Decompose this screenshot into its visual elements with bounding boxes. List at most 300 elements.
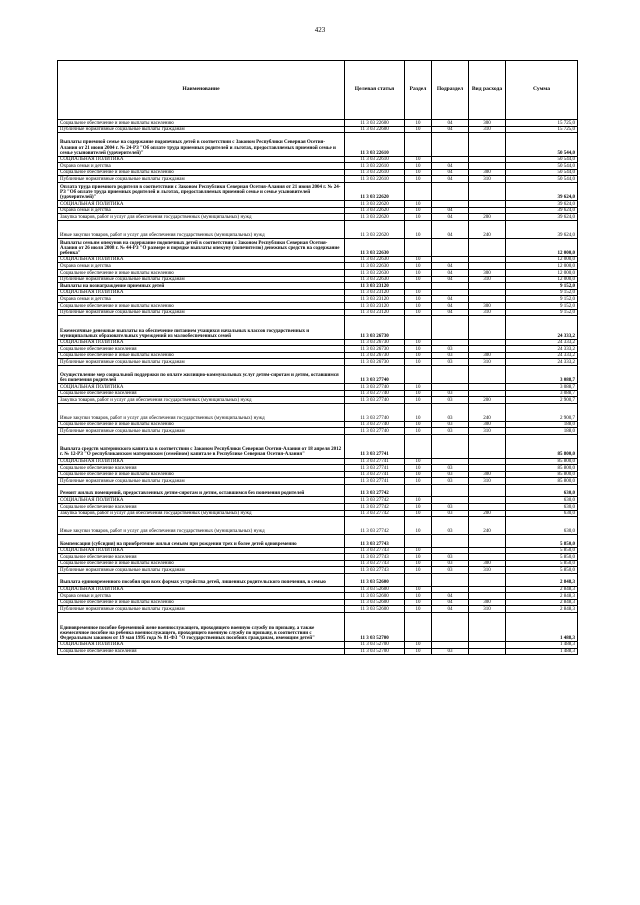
cell-name: Закупка товаров, работ и услуг для обеспечения государственных (муниципальных) нужд [58, 214, 345, 221]
cell-code: 11 3 03 22600 [345, 126, 405, 133]
cell-subsection [432, 574, 469, 587]
table-row [58, 133, 578, 157]
cell-name: Социальное обеспечение и иные выплаты населению [58, 471, 345, 478]
cell-subsection: 03 [432, 352, 469, 359]
cell-code: 11 3 03 22610 [345, 133, 405, 157]
cell-sum: 630,0 [506, 510, 578, 517]
cell-subsection: 04 [432, 263, 469, 270]
cell-name: Закупка товаров, работ и услуг для обеспечения государственных (муниципальных) нужд [58, 397, 345, 404]
cell-code: 11 3 03 26730 [345, 359, 405, 366]
cell-sum: 50 544,0 [506, 156, 578, 163]
cell-expense-type [469, 207, 506, 214]
cell-subsection [432, 547, 469, 554]
table-row [58, 517, 578, 535]
cell-code: 11 3 03 22610 [345, 176, 405, 183]
table-row [58, 421, 578, 428]
cell-section: 10 [405, 504, 432, 511]
cell-section: 10 [405, 263, 432, 270]
cell-subsection: 03 [432, 478, 469, 485]
table-row [58, 263, 578, 270]
cell-name: Публичные нормативные социальные выплаты гражданам [58, 478, 345, 485]
cell-subsection: 04 [432, 599, 469, 606]
table-row [58, 510, 578, 517]
cell-sum: 15 725,0 [506, 120, 578, 127]
cell-name: Публичные нормативные социальные выплаты гражданам [58, 309, 345, 316]
cell-expense-type [469, 346, 506, 353]
table-row [58, 296, 578, 303]
cell-expense-type [469, 201, 506, 208]
table-row [58, 397, 578, 404]
table-row [58, 465, 578, 472]
cell-subsection: 04 [432, 303, 469, 310]
cell-subsection: 04 [432, 276, 469, 283]
cell-expense-type: 300 [469, 169, 506, 176]
table-row [58, 403, 578, 421]
cell-code: 11 3 03 26730 [345, 352, 405, 359]
cell-subsection: 03 [432, 560, 469, 567]
cell-expense-type [469, 497, 506, 504]
cell-section [405, 238, 432, 256]
table-row [58, 256, 578, 263]
header-sum: Сумма [506, 61, 578, 120]
table-row [58, 346, 578, 353]
cell-expense-type: 310 [469, 478, 506, 485]
table-row [58, 303, 578, 310]
cell-code: 11 3 03 52600 [345, 586, 405, 593]
table-row [58, 207, 578, 214]
table-body [58, 120, 578, 655]
cell-code: 11 3 03 22630 [345, 263, 405, 270]
cell-subsection [432, 458, 469, 465]
cell-expense-type [469, 366, 506, 384]
cell-name: Ежемесячные денежные выплаты на обеспечение питанием учащихся начальных классов государственных и муниципальных образовательных учреждений из малообеспеченных семей [58, 316, 345, 340]
cell-sum: 24 333,2 [506, 316, 578, 340]
cell-subsection [432, 289, 469, 296]
table-row [58, 214, 578, 221]
cell-expense-type: 310 [469, 309, 506, 316]
cell-sum: 2 848,3 [506, 593, 578, 600]
cell-name: Охрана семьи и детства [58, 593, 345, 600]
cell-sum: 24 333,2 [506, 359, 578, 366]
cell-sum: 39 624,0 [506, 183, 578, 201]
cell-subsection: 03 [432, 403, 469, 421]
cell-section: 10 [405, 120, 432, 127]
cell-subsection: 04 [432, 176, 469, 183]
cell-section: 10 [405, 296, 432, 303]
cell-sum: 24 333,2 [506, 346, 578, 353]
cell-name: СОЦИАЛЬНАЯ ПОЛИТИКА [58, 156, 345, 163]
table-row [58, 283, 578, 290]
cell-expense-type: 310 [469, 126, 506, 133]
cell-section: 10 [405, 201, 432, 208]
cell-expense-type: 300 [469, 270, 506, 277]
cell-section: 10 [405, 276, 432, 283]
cell-sum: 3 088,7 [506, 366, 578, 384]
cell-expense-type: 240 [469, 517, 506, 535]
cell-name: СОЦИАЛЬНАЯ ПОЛИТИКА [58, 339, 345, 346]
table-row [58, 352, 578, 359]
cell-expense-type [469, 316, 506, 340]
header-code: Целевая статья [345, 61, 405, 120]
cell-section: 10 [405, 547, 432, 554]
cell-sum: 2 900,7 [506, 403, 578, 421]
cell-name: Публичные нормативные социальные выплаты гражданам [58, 567, 345, 574]
cell-expense-type [469, 574, 506, 587]
cell-sum: 630,0 [506, 484, 578, 497]
cell-subsection [432, 183, 469, 201]
cell-code: 11 3 03 22620 [345, 214, 405, 221]
cell-name: СОЦИАЛЬНАЯ ПОЛИТИКА [58, 384, 345, 391]
cell-expense-type [469, 435, 506, 459]
cell-name: СОЦИАЛЬНАЯ ПОЛИТИКА [58, 641, 345, 648]
cell-name: СОЦИАЛЬНАЯ ПОЛИТИКА [58, 547, 345, 554]
cell-sum: 39 624,0 [506, 214, 578, 221]
cell-section [405, 133, 432, 157]
cell-expense-type [469, 535, 506, 548]
cell-code: 11 3 03 27742 [345, 497, 405, 504]
cell-expense-type [469, 554, 506, 561]
cell-sum: 5 850,0 [506, 554, 578, 561]
cell-name: Единовременное пособие беременной жене военнослужащего, проходящего военную службу по призыву, а также ежемесячное пособие на ребенка военнослужащего, проходящего военную службу по призыву, в соответствии с Федеральным законом от 19 мая 1995 года № 81-ФЗ "О государственных пособиях гражданам, имеющим детей" [58, 612, 345, 641]
cell-subsection: 04 [432, 120, 469, 127]
cell-sum: 1 488,3 [506, 612, 578, 641]
cell-name: Публичные нормативные социальные выплаты гражданам [58, 606, 345, 613]
cell-section: 10 [405, 606, 432, 613]
cell-code: 11 3 03 27740 [345, 403, 405, 421]
cell-name: Социальное обеспечение населения [58, 390, 345, 397]
cell-code: 11 3 03 23120 [345, 309, 405, 316]
cell-section: 10 [405, 428, 432, 435]
cell-name: Иные закупки товаров, работ и услуг для обеспечения государственных (муниципальных) нужд [58, 517, 345, 535]
cell-section: 10 [405, 346, 432, 353]
cell-section: 10 [405, 289, 432, 296]
cell-sum: 9 152,0 [506, 296, 578, 303]
cell-name: Выплата средств материнского капитала в соответствии с Законом Республики Северная Осетия-Алания от 18 апреля 2012 г. № 12-РЗ "О республиканском материнском (семейном) капитале в Республике Северная Осетия-Алания" [58, 435, 345, 459]
table-row [58, 120, 578, 127]
cell-section: 10 [405, 303, 432, 310]
cell-name: СОЦИАЛЬНАЯ ПОЛИТИКА [58, 289, 345, 296]
cell-section: 10 [405, 510, 432, 517]
cell-expense-type: 310 [469, 359, 506, 366]
cell-name: СОЦИАЛЬНАЯ ПОЛИТИКА [58, 497, 345, 504]
cell-sum: 2 848,3 [506, 606, 578, 613]
cell-subsection: 03 [432, 567, 469, 574]
cell-section: 10 [405, 560, 432, 567]
cell-sum: 12 000,0 [506, 276, 578, 283]
cell-section: 10 [405, 648, 432, 655]
table-row [58, 612, 578, 641]
cell-code: 11 3 03 27743 [345, 567, 405, 574]
cell-code: 11 3 03 23120 [345, 303, 405, 310]
cell-subsection [432, 484, 469, 497]
cell-subsection [432, 366, 469, 384]
cell-sum: 24 333,2 [506, 352, 578, 359]
cell-expense-type: 240 [469, 220, 506, 238]
table-row [58, 554, 578, 561]
cell-subsection [432, 238, 469, 256]
cell-subsection: 04 [432, 309, 469, 316]
cell-code: 11 3 03 22630 [345, 256, 405, 263]
cell-expense-type [469, 263, 506, 270]
cell-code: 11 3 03 52600 [345, 599, 405, 606]
cell-expense-type [469, 641, 506, 648]
cell-subsection [432, 339, 469, 346]
table-row [58, 126, 578, 133]
table-row [58, 163, 578, 170]
cell-section [405, 183, 432, 201]
cell-code: 11 3 03 22600 [345, 120, 405, 127]
cell-sum: 1 488,3 [506, 641, 578, 648]
cell-expense-type [469, 586, 506, 593]
table-row [58, 316, 578, 340]
cell-code: 11 3 03 27740 [345, 428, 405, 435]
cell-code: 11 3 03 22630 [345, 270, 405, 277]
cell-subsection [432, 384, 469, 391]
cell-code: 11 3 03 23120 [345, 283, 405, 290]
cell-name: Социальное обеспечение и иные выплаты населению [58, 270, 345, 277]
cell-name: Социальное обеспечение и иные выплаты населению [58, 303, 345, 310]
cell-section: 10 [405, 599, 432, 606]
cell-expense-type: 200 [469, 214, 506, 221]
cell-subsection: 04 [432, 606, 469, 613]
cell-code: 11 3 03 22610 [345, 156, 405, 163]
cell-section [405, 574, 432, 587]
cell-sum: 12 000,0 [506, 256, 578, 263]
cell-section [405, 612, 432, 641]
table-row [58, 359, 578, 366]
cell-name: Выплата единовременного пособия при всех формах устройства детей, лишенных родительского попечения, в семью [58, 574, 345, 587]
cell-sum: 50 544,0 [506, 163, 578, 170]
cell-expense-type [469, 296, 506, 303]
cell-section [405, 484, 432, 497]
table-row [58, 276, 578, 283]
table-row [58, 648, 578, 655]
cell-expense-type [469, 256, 506, 263]
cell-sum: 12 000,0 [506, 238, 578, 256]
cell-sum: 630,0 [506, 517, 578, 535]
cell-expense-type [469, 547, 506, 554]
cell-sum: 85 800,0 [506, 435, 578, 459]
cell-code: 11 3 03 27742 [345, 504, 405, 511]
cell-sum: 1 488,3 [506, 648, 578, 655]
cell-subsection: 04 [432, 296, 469, 303]
cell-name: Социальное обеспечение и иные выплаты населению [58, 169, 345, 176]
cell-code: 11 3 03 27742 [345, 484, 405, 497]
cell-expense-type [469, 612, 506, 641]
cell-name: СОЦИАЛЬНАЯ ПОЛИТИКА [58, 201, 345, 208]
cell-section: 10 [405, 126, 432, 133]
cell-sum: 50 544,0 [506, 169, 578, 176]
cell-code: 11 3 03 27742 [345, 517, 405, 535]
cell-sum: 630,0 [506, 504, 578, 511]
header-section: Раздел [405, 61, 432, 120]
cell-sum: 50 544,0 [506, 176, 578, 183]
cell-subsection: 04 [432, 207, 469, 214]
cell-sum: 3 088,7 [506, 384, 578, 391]
cell-sum: 39 624,0 [506, 220, 578, 238]
table-row [58, 586, 578, 593]
cell-expense-type: 240 [469, 403, 506, 421]
table-row [58, 309, 578, 316]
cell-name: СОЦИАЛЬНАЯ ПОЛИТИКА [58, 256, 345, 263]
cell-name: Социальное обеспечение населения [58, 465, 345, 472]
cell-code: 11 3 03 27741 [345, 478, 405, 485]
cell-name: Социальное обеспечение и иные выплаты населению [58, 560, 345, 567]
cell-section: 10 [405, 220, 432, 238]
cell-name: Осуществление мер социальной поддержки по оплате жилищно-коммунальных услуг детям-сиротам и детям, оставшимся без попечения родителей [58, 366, 345, 384]
cell-expense-type [469, 458, 506, 465]
cell-subsection: 04 [432, 214, 469, 221]
cell-subsection: 03 [432, 346, 469, 353]
cell-section: 10 [405, 403, 432, 421]
cell-expense-type [469, 339, 506, 346]
cell-section: 10 [405, 478, 432, 485]
cell-section: 10 [405, 163, 432, 170]
cell-code: 11 3 03 52700 [345, 648, 405, 655]
cell-code: 11 3 03 27740 [345, 390, 405, 397]
cell-code: 11 3 03 27743 [345, 535, 405, 548]
cell-expense-type [469, 593, 506, 600]
cell-sum: 85 800,0 [506, 465, 578, 472]
budget-table [57, 60, 578, 655]
cell-expense-type [469, 484, 506, 497]
cell-section: 10 [405, 465, 432, 472]
cell-section: 10 [405, 554, 432, 561]
cell-expense-type: 300 [469, 599, 506, 606]
table-row [58, 289, 578, 296]
cell-expense-type [469, 289, 506, 296]
table-row [58, 435, 578, 459]
cell-code: 11 3 03 27740 [345, 397, 405, 404]
cell-sum: 188,0 [506, 421, 578, 428]
cell-section: 10 [405, 458, 432, 465]
cell-section [405, 435, 432, 459]
cell-expense-type: 310 [469, 428, 506, 435]
cell-name: Выплаты на вознаграждение приемных детей [58, 283, 345, 290]
table-row [58, 593, 578, 600]
cell-sum: 630,0 [506, 497, 578, 504]
cell-sum: 12 000,0 [506, 263, 578, 270]
cell-code: 11 3 03 27741 [345, 458, 405, 465]
cell-code: 11 3 03 22630 [345, 276, 405, 283]
table-row [58, 169, 578, 176]
cell-code: 11 3 03 27742 [345, 510, 405, 517]
cell-expense-type: 310 [469, 276, 506, 283]
cell-expense-type: 300 [469, 471, 506, 478]
cell-subsection: 04 [432, 163, 469, 170]
cell-section: 10 [405, 586, 432, 593]
table-row [58, 641, 578, 648]
table-header [58, 61, 578, 120]
cell-sum: 9 152,0 [506, 303, 578, 310]
cell-section [405, 283, 432, 290]
cell-section: 10 [405, 390, 432, 397]
cell-subsection: 03 [432, 359, 469, 366]
cell-code: 11 3 03 22620 [345, 220, 405, 238]
cell-code: 11 3 03 26730 [345, 316, 405, 340]
cell-subsection: 04 [432, 593, 469, 600]
cell-subsection: 04 [432, 220, 469, 238]
cell-code: 11 3 03 52600 [345, 593, 405, 600]
cell-sum: 5 850,0 [506, 547, 578, 554]
cell-subsection: 04 [432, 270, 469, 277]
cell-expense-type: 300 [469, 560, 506, 567]
table-row [58, 339, 578, 346]
cell-section [405, 535, 432, 548]
cell-sum: 2 848,3 [506, 599, 578, 606]
cell-code: 11 3 03 27740 [345, 366, 405, 384]
cell-section: 10 [405, 339, 432, 346]
cell-subsection [432, 283, 469, 290]
cell-section: 10 [405, 471, 432, 478]
cell-expense-type [469, 390, 506, 397]
cell-section: 10 [405, 397, 432, 404]
cell-expense-type [469, 156, 506, 163]
cell-sum: 85 800,0 [506, 478, 578, 485]
cell-subsection [432, 535, 469, 548]
cell-subsection [432, 256, 469, 263]
cell-code: 11 3 03 26730 [345, 346, 405, 353]
cell-subsection: 04 [432, 126, 469, 133]
cell-code: 11 3 03 22620 [345, 201, 405, 208]
cell-name: Выплаты семьям опекунов на содержание подопечных детей в соответствии с Законом Республики Северная Осетия-Алания от 26 июля 2008 г. № 44-РЗ "О размере и порядке выплаты опекуну (попечителю) денежных средств на содержание ребенка" [58, 238, 345, 256]
cell-subsection: 03 [432, 510, 469, 517]
cell-code: 11 3 03 23120 [345, 289, 405, 296]
header-expense-type: Вид расхода [469, 61, 506, 120]
cell-subsection: 03 [432, 648, 469, 655]
cell-section: 10 [405, 497, 432, 504]
cell-section: 10 [405, 207, 432, 214]
table-row [58, 497, 578, 504]
cell-section: 10 [405, 270, 432, 277]
table-row [58, 238, 578, 256]
cell-subsection: 03 [432, 504, 469, 511]
cell-section [405, 316, 432, 340]
cell-name: Социальное обеспечение населения [58, 648, 345, 655]
cell-expense-type [469, 648, 506, 655]
cell-name: Закупка товаров, работ и услуг для обеспечения государственных (муниципальных) нужд [58, 510, 345, 517]
cell-code: 11 3 03 27743 [345, 554, 405, 561]
cell-expense-type: 200 [469, 397, 506, 404]
cell-subsection [432, 435, 469, 459]
table-row [58, 156, 578, 163]
cell-code: 11 3 03 27743 [345, 560, 405, 567]
cell-section: 10 [405, 517, 432, 535]
table-row [58, 478, 578, 485]
cell-name: Публичные нормативные социальные выплаты гражданам [58, 126, 345, 133]
cell-sum: 85 800,0 [506, 458, 578, 465]
cell-name: Социальное обеспечение и иные выплаты населению [58, 352, 345, 359]
cell-code: 11 3 03 22630 [345, 238, 405, 256]
cell-code: 11 3 03 22620 [345, 183, 405, 201]
table-row [58, 547, 578, 554]
cell-name: Публичные нормативные социальные выплаты гражданам [58, 276, 345, 283]
cell-expense-type [469, 465, 506, 472]
cell-expense-type: 300 [469, 120, 506, 127]
cell-code: 11 3 03 27740 [345, 421, 405, 428]
cell-subsection: 03 [432, 397, 469, 404]
cell-section: 10 [405, 176, 432, 183]
cell-sum: 2 900,7 [506, 397, 578, 404]
cell-sum: 15 725,0 [506, 126, 578, 133]
cell-section: 10 [405, 309, 432, 316]
cell-sum: 5 850,0 [506, 567, 578, 574]
cell-subsection: 03 [432, 465, 469, 472]
cell-name: Иные закупки товаров, работ и услуг для обеспечения государственных (муниципальных) нужд [58, 220, 345, 238]
table-row [58, 428, 578, 435]
cell-sum: 85 800,0 [506, 471, 578, 478]
header-subsection: Подраздел [432, 61, 469, 120]
